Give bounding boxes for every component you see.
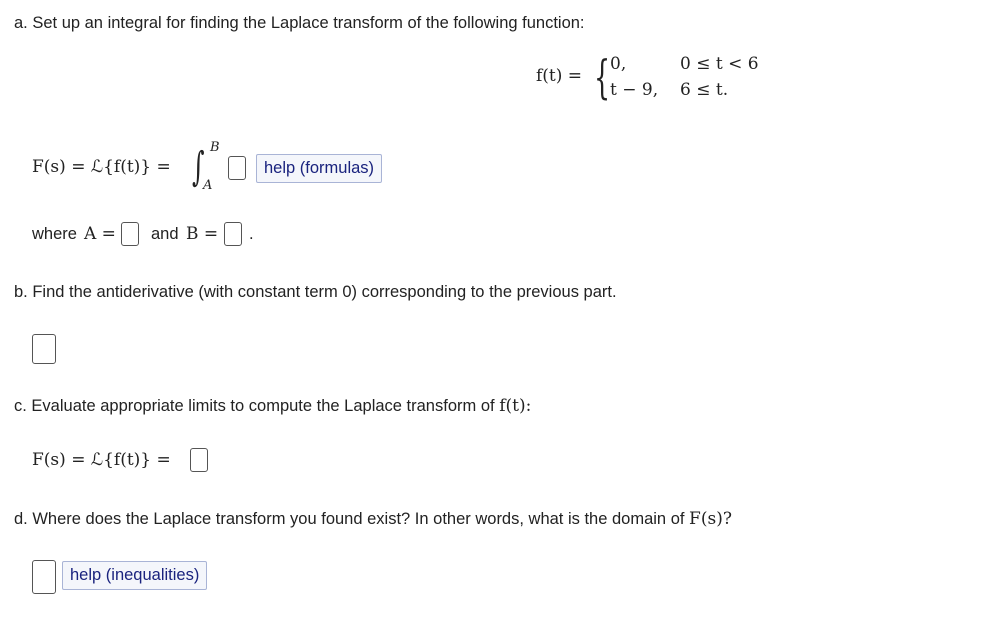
- piece1-expression: 0,: [610, 54, 627, 74]
- b-input[interactable]: [224, 222, 242, 246]
- piece2-expression: t − 9,: [610, 80, 659, 100]
- piecewise-brace: {: [594, 50, 611, 104]
- and-label: and: [151, 225, 179, 243]
- integral-sign: ∫: [192, 144, 205, 190]
- part-c-prompt: [14, 396, 531, 416]
- a-input[interactable]: [121, 222, 139, 246]
- transform-lhs: F(s) = ℒ{f(t)} =: [32, 157, 171, 177]
- period-mark: .: [249, 225, 254, 243]
- part-a-prompt: a. Set up an integral for finding the Laplace transform of the following function:: [14, 14, 585, 32]
- upper-limit-label: B: [210, 140, 220, 155]
- where-label: where: [32, 225, 77, 243]
- a-equals-label: A =: [84, 224, 116, 244]
- part-d-prompt-math: F(s)?: [689, 509, 732, 529]
- part-b-prompt: b. Find the antiderivative (with constant term 0) corresponding to the previous part.: [14, 283, 617, 301]
- integrand-input[interactable]: [228, 156, 246, 180]
- part-c-prompt-math: f(t):: [499, 396, 532, 416]
- piece1-condition: 0 ≤ t < 6: [680, 54, 759, 74]
- piece2-condition: 6 ≤ t.: [680, 80, 729, 100]
- help-formulas-button[interactable]: help (formulas): [256, 154, 382, 183]
- domain-input[interactable]: [32, 560, 56, 594]
- part-c-lhs: F(s) = ℒ{f(t)} =: [32, 450, 171, 470]
- part-d-prompt: [14, 509, 732, 529]
- help-inequalities-button[interactable]: help (inequalities): [62, 561, 207, 590]
- antiderivative-input[interactable]: [32, 334, 56, 364]
- lower-limit-label: A: [203, 178, 213, 193]
- b-equals-label: B =: [186, 224, 219, 244]
- laplace-transform-input[interactable]: [190, 448, 208, 472]
- part-d-prompt-text: d. Where does the Laplace transform you found exist? In other words, what is the domain of: [14, 510, 685, 528]
- function-lhs: f(t) =: [536, 66, 583, 86]
- part-c-prompt-text: c. Evaluate appropriate limits to compute the Laplace transform of: [14, 397, 495, 415]
